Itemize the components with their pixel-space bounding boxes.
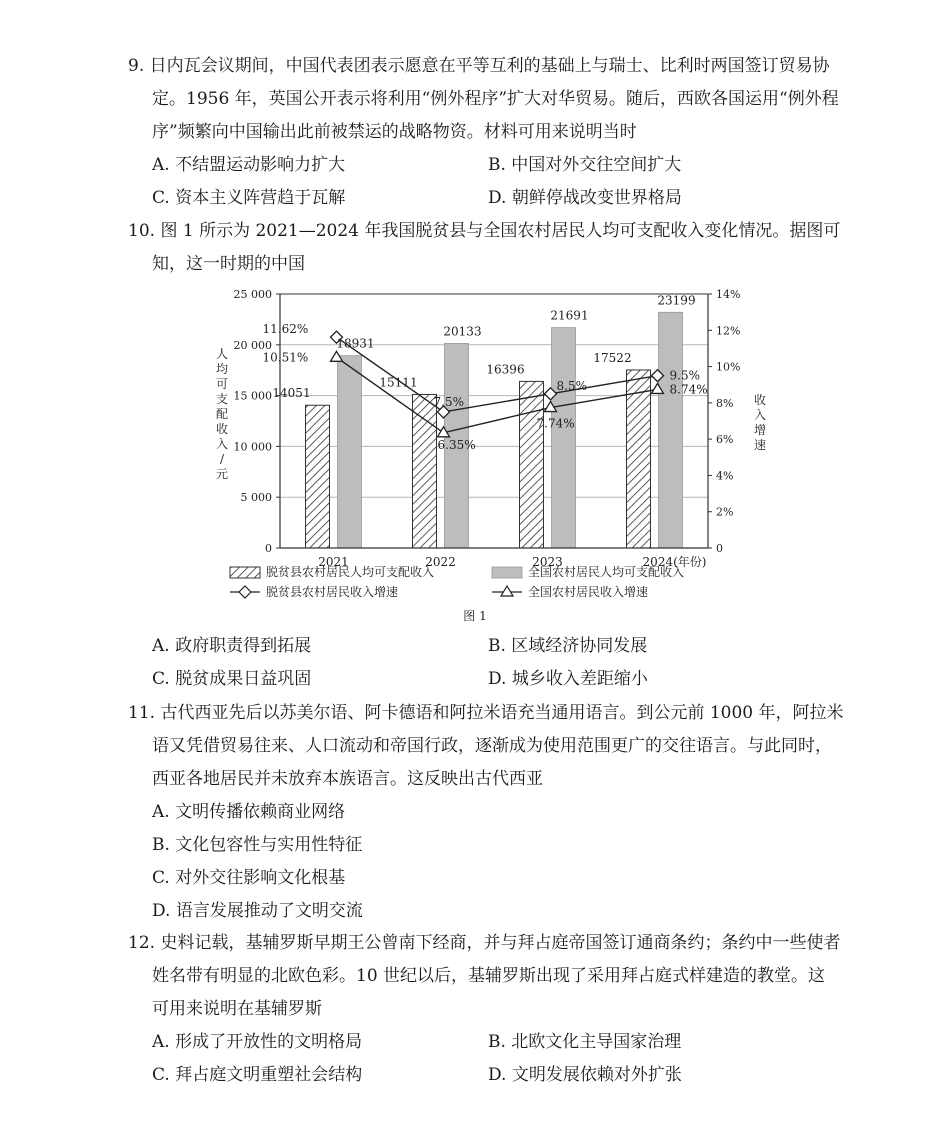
y-right-title-char: 入: [753, 408, 767, 422]
question-11-option-a[interactable]: A. 文明传播依赖商业网络: [152, 802, 346, 822]
y-left-title-char: 人: [215, 347, 229, 361]
bar-value-label: 23199: [657, 293, 696, 308]
question-11-option-d[interactable]: D. 语言发展推动了文明交流: [152, 901, 363, 921]
line-value-label: 8.74%: [669, 382, 708, 397]
left-tick-label: 0: [265, 542, 272, 555]
bar-national-rural: [659, 312, 683, 548]
bar-value-label: 17522: [593, 350, 632, 365]
right-tick-label: 2%: [716, 505, 734, 519]
bar-national-rural: [552, 328, 576, 548]
question-11-option-c[interactable]: C. 对外交往影响文化根基: [152, 868, 346, 888]
question-9-option-a[interactable]: A. 不结盟运动影响力扩大: [152, 155, 346, 175]
x-tick-label: 2024(年份): [642, 555, 707, 569]
question-12-line-2: 姓名带有明显的北欧色彩。10 世纪以后，基辅罗斯出现了采用拜占庭式样建造的教堂。这: [152, 966, 826, 986]
y-left-title-char: 支: [215, 392, 229, 406]
y-left-title-char: 配: [215, 407, 229, 421]
right-tick-label: 8%: [716, 396, 734, 410]
y-left-title-char: 元: [215, 467, 229, 481]
line-value-label: 7.74%: [536, 416, 575, 431]
legend-label: 全国农村居民收入增速: [528, 585, 649, 599]
right-tick-label: 12%: [716, 324, 741, 338]
chart-legend: [230, 564, 684, 623]
y-right-title-char: 增: [753, 423, 767, 437]
question-10-option-a[interactable]: A. 政府职责得到拓展: [152, 636, 312, 656]
bar-value-label: 21691: [550, 308, 589, 323]
bar-value-label: 18931: [336, 336, 375, 351]
line-value-label: 9.5%: [669, 368, 700, 383]
legend-diamond-marker: [239, 586, 251, 598]
question-11-option-b[interactable]: B. 文化包容性与实用性特征: [152, 835, 363, 855]
question-9-line-2: 定。1956 年，英国公开表示将利用“例外程序”扩大对华贸易。随后，西欧各国运用“例外程: [152, 89, 839, 109]
legend-label: 全国农村居民人均可支配收入: [528, 565, 685, 579]
y-left-title-char: 可: [215, 377, 229, 391]
y-left-title-char: 收: [215, 422, 229, 436]
question-12: [128, 927, 840, 1026]
question-11-line-2: 语又凭借贸易往来、人口流动和帝国行政，逐渐成为使用范围更广的交往语言。与此同时，: [152, 736, 832, 756]
question-9-option-b[interactable]: B. 中国对外交往空间扩大: [488, 155, 682, 175]
question-12-option-c[interactable]: C. 拜占庭文明重塑社会结构: [152, 1065, 363, 1085]
x-tick-label: 2023: [532, 555, 563, 569]
line-value-label: 10.51%: [262, 350, 309, 365]
question-9-line-1: 9. 日内瓦会议期间，中国代表团表示愿意在平等互利的基础上与瑞士、比利时两国签订贸易协: [128, 56, 830, 76]
question-12-option-d[interactable]: D. 文明发展依赖对外扩张: [488, 1065, 682, 1085]
question-9-line-3: 序”频繁向中国输出此前被禁运的战略物资。材料可用来说明当时: [152, 122, 637, 142]
left-tick-label: 20 000: [233, 338, 272, 352]
bar-national-rural: [338, 356, 362, 548]
legend-swatch-gray: [492, 567, 522, 578]
x-tick-label: 2021: [318, 555, 349, 569]
line-value-label: 8.5%: [556, 378, 587, 393]
line-value-label: 7.5%: [433, 394, 464, 409]
question-12-line-1: 12. 史料记载，基辅罗斯早期王公曾南下经商，并与拜占庭帝国签订通商条约；条约中一些使者: [128, 933, 841, 953]
question-10-option-d[interactable]: D. 城乡收入差距缩小: [488, 669, 648, 689]
line-value-label: 11.62%: [262, 322, 309, 337]
legend-label: 脱贫县农村居民人均可支配收入: [266, 565, 435, 579]
question-12-option-b[interactable]: B. 北欧文化主导国家治理: [488, 1032, 682, 1052]
bar-poverty-county: [520, 381, 544, 548]
bar-value-label: 15111: [379, 375, 418, 390]
question-10-options: [152, 630, 852, 696]
question-11: [128, 697, 844, 796]
question-11-line-1: 11. 古代西亚先后以苏美尔语、阿卡德语和阿拉米语充当通用语言。到公元前 1000 年，阿拉米: [128, 703, 844, 723]
line-value-label: 6.35%: [437, 437, 476, 452]
bar-poverty-county: [413, 394, 437, 548]
y-left-title-char: 均: [215, 362, 229, 376]
question-10-line-2: 知，这一时期的中国: [152, 254, 305, 274]
question-9-option-d[interactable]: D. 朝鲜停战改变世界格局: [488, 188, 682, 208]
bar-value-label: 14051: [272, 386, 311, 401]
legend-label: 脱贫县农村居民收入增速: [266, 585, 399, 599]
legend-swatch-hatch: [230, 567, 260, 578]
bar-value-label: 20133: [443, 324, 482, 339]
right-tick-label: 6%: [716, 433, 734, 447]
question-10-option-c[interactable]: C. 脱贫成果日益巩固: [152, 669, 312, 689]
question-12-option-a[interactable]: A. 形成了开放性的文明格局: [152, 1032, 363, 1052]
question-12-options: [152, 1026, 852, 1092]
question-12-line-3: 可用来说明在基辅罗斯: [152, 999, 322, 1019]
left-tick-label: 15 000: [233, 389, 272, 403]
left-tick-label: 10 000: [233, 440, 272, 454]
right-tick-label: 0: [716, 542, 723, 555]
bar-value-label: 16396: [486, 362, 525, 377]
x-tick-label: 2022: [425, 555, 456, 569]
chart-caption: 图 1: [463, 609, 487, 623]
left-tick-label: 5 000: [240, 491, 272, 505]
y-right-title-char: 收: [753, 393, 767, 407]
left-tick-label: 25 000: [233, 288, 272, 301]
bar-poverty-county: [627, 370, 651, 548]
right-tick-label: 14%: [716, 288, 741, 301]
question-9-option-c[interactable]: C. 资本主义阵营趋于瓦解: [152, 188, 346, 208]
legend-triangle-marker: [501, 586, 513, 596]
question-10-option-b[interactable]: B. 区域经济协同发展: [488, 636, 648, 656]
y-left-title-char: /: [219, 452, 225, 466]
right-tick-label: 4%: [716, 469, 734, 483]
y-left-title-char: 入: [215, 437, 229, 451]
bar-poverty-county: [306, 405, 330, 548]
question-11-line-3: 西亚各地居民并未放弃本族语言。这反映出古代西亚: [152, 769, 543, 789]
question-11-options: [152, 796, 363, 928]
right-tick-label: 10%: [716, 360, 741, 374]
y-right-title-char: 速: [753, 438, 767, 452]
question-10-line-1: 10. 图 1 所示为 2021—2024 年我国脱贫县与全国农村居民人均可支配收入变化情况。据图可: [128, 221, 841, 241]
